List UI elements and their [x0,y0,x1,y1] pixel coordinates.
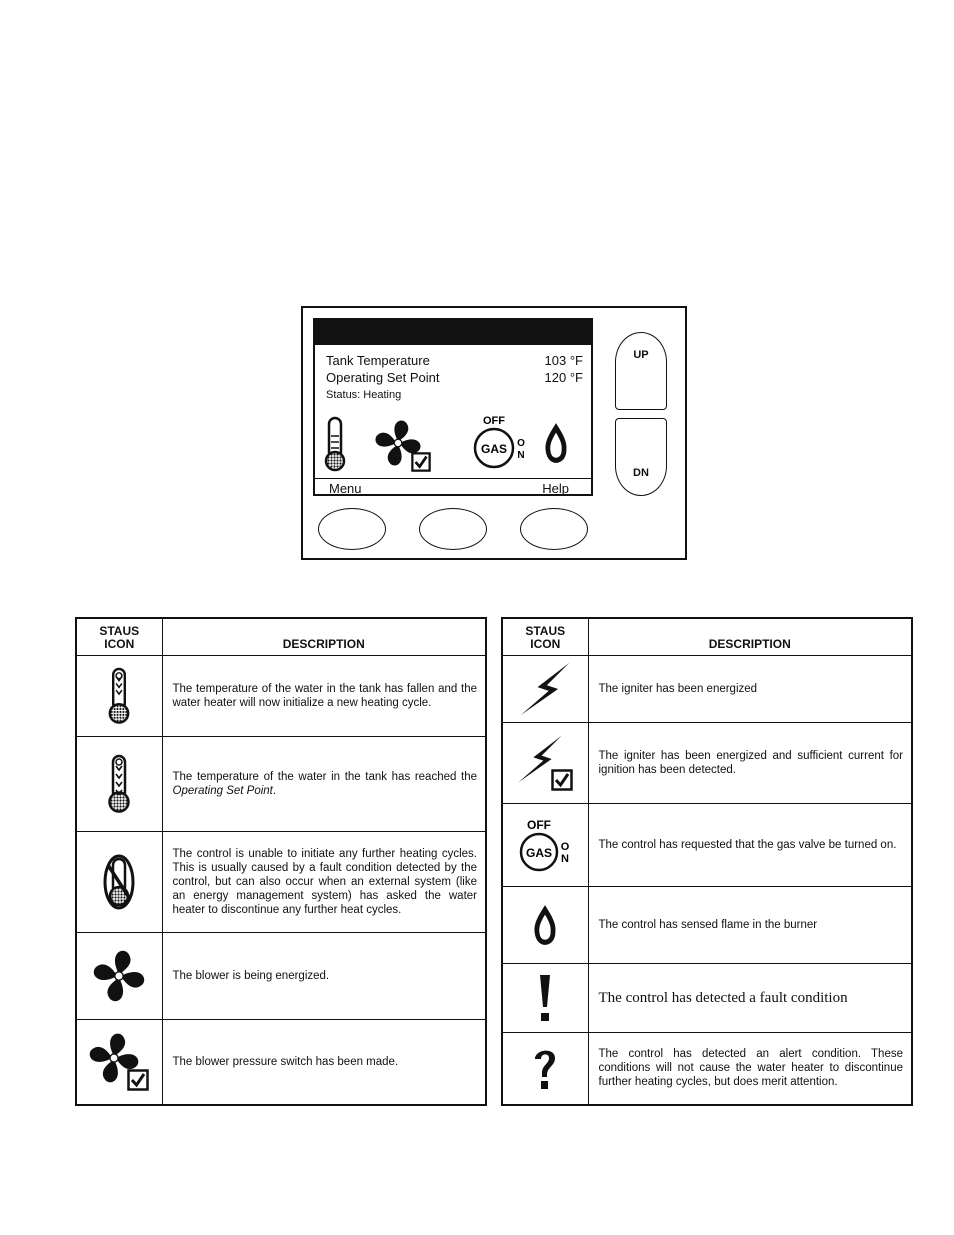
icon-cell [76,736,162,831]
row-description: The igniter has been energized [588,655,912,722]
icon-cell [76,655,162,736]
tank-temperature-label: Tank Temperature [326,353,430,368]
soft-key-labels [315,478,591,497]
icon-cell [76,831,162,932]
icon-cell [502,722,588,803]
row-description: The control has detected an alert condition. These conditions will not cause the water heater to discontinue further heating cycles, but does merit attention. [588,1032,912,1105]
row-description: The temperature of the water in the tank has fallen and the water heater will now initialize a new heating cycle. [162,655,486,736]
description-text-end: . [272,784,277,797]
table-row [502,1032,912,1105]
controller-panel [301,306,687,560]
flame-icon [545,423,566,463]
thermometer-low-icon [107,667,131,725]
row-description: The control has detected a fault condition [588,963,912,1032]
icon-column-header [502,618,588,655]
blower-icon [91,948,147,1004]
gas-on-o-text: O [517,438,525,449]
gas-on-n-text: N [517,450,525,461]
up-button[interactable] [615,332,667,410]
up-label: UP [633,349,649,361]
thermometer-high-icon [107,754,131,814]
header-icon-line2: ICON [104,636,135,651]
table-row [76,655,486,736]
dn-label: DN [633,467,649,479]
down-button[interactable] [615,418,667,496]
row-description: The blower is being energized. [162,932,486,1019]
row-description: The control has sensed flame in the burner [588,886,912,963]
table-row [76,932,486,1019]
table-row [76,736,486,831]
table-row [76,1019,486,1105]
status-icon-table-left [75,617,487,1106]
row-description [162,736,486,831]
flame-icon [532,899,558,951]
lcd-status-icons [315,408,591,478]
question-icon [532,1045,558,1091]
header-icon-line2: ICON [530,636,561,651]
gas-text: GAS [526,845,553,860]
gas-valve-icon [475,415,525,467]
soft-button-left[interactable] [318,508,386,550]
row-description: The control has requested that the gas valve be turned on. [588,803,912,886]
gas-text: GAS [480,442,508,456]
lcd-title-bar [315,320,591,345]
icon-cell [502,886,588,963]
soft-button-right[interactable] [520,508,588,550]
table-row [502,886,912,963]
description-text: The temperature of the water in the tank has reached the [172,770,477,783]
checkbox-icon [412,453,429,470]
igniter-icon [517,660,573,718]
set-point-row [326,370,583,385]
description-column-header: DESCRIPTION [588,618,912,655]
icon-cell [502,655,588,722]
tank-temperature-row [326,353,583,368]
icon-cell [502,1032,588,1105]
blower-check-icon [87,1031,151,1093]
table-header [502,618,912,655]
lcd-display [313,318,593,496]
icon-cell [76,1019,162,1105]
row-description: The control is unable to initiate any further heating cycles. This is usually caused by a fault condition detected by the control, but can also occur when an external system (like an energy management system) has asked the water heater to discontinue any further heat cycles. [162,831,486,932]
igniter-check-icon [515,733,575,793]
description-column-header: DESCRIPTION [162,618,486,655]
gas-off-text: OFF [527,817,552,832]
icon-cell [76,932,162,1019]
table-row [76,831,486,932]
exclamation-icon [537,973,553,1023]
table-header [76,618,486,655]
gas-on-o-text: O [560,840,570,853]
status-text: Status: Heating [326,389,402,401]
gas-valve-icon [515,817,575,873]
table-row [502,803,912,886]
menu-label: Menu [329,481,362,496]
header-icon-line1: STAUS [525,623,566,638]
icon-column-header [76,618,162,655]
help-label: Help [542,481,569,496]
table-row [502,963,912,1032]
thermometer-icon [326,418,344,470]
soft-button-middle[interactable] [419,508,487,550]
set-point-value: 120 °F [544,370,583,385]
table-row [502,722,912,803]
icon-cell [502,963,588,1032]
tank-temperature-value: 103 °F [544,353,583,368]
set-point-label: Operating Set Point [326,370,440,385]
row-description: The igniter has been energized and sufficient current for ignition has been detected. [588,722,912,803]
set-point-emphasis: Operating Set Point [172,784,273,797]
thermometer-blocked-icon [102,851,136,913]
header-icon-line1: STAUS [99,623,140,638]
row-description: The blower pressure switch has been made. [162,1019,486,1105]
icon-cell [502,803,588,886]
gas-off-text: OFF [483,415,505,427]
gas-on-n-text: N [561,852,570,865]
status-icon-table-right [501,617,913,1106]
table-row [502,655,912,722]
